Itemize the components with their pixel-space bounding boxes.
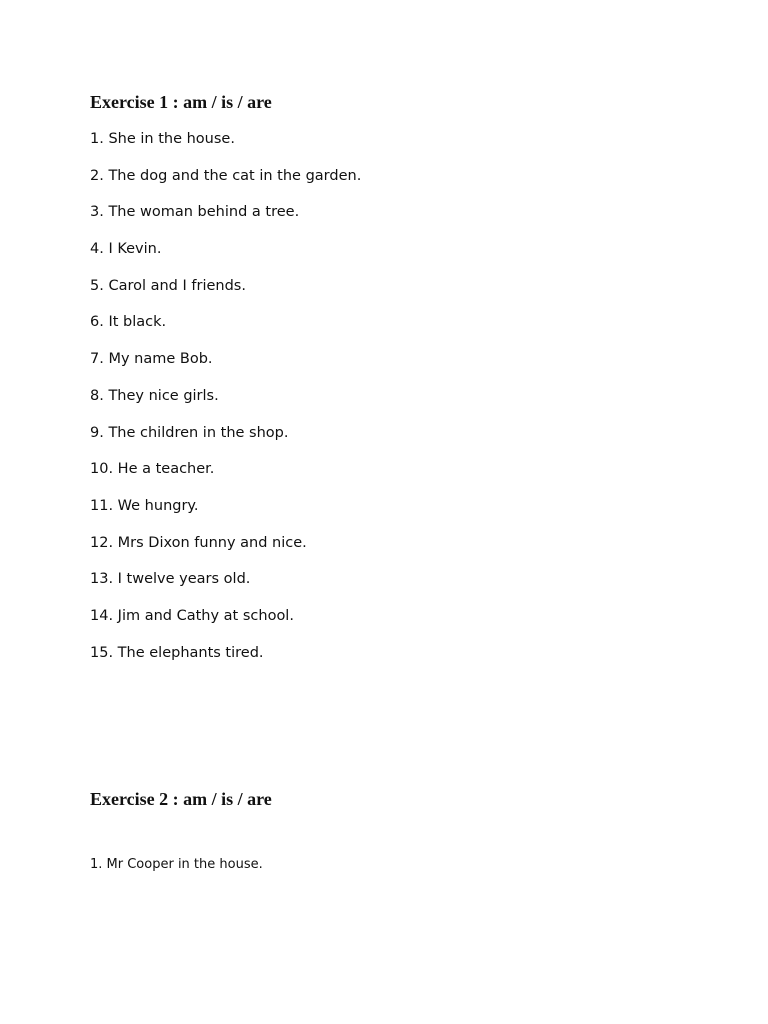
exercise-item: 7. My name Bob. — [90, 351, 213, 368]
exercise-item: 14. Jim and Cathy at school. — [90, 607, 294, 624]
exercise-item: 1. She in the house. — [90, 131, 235, 147]
exercise-item: 15. The elephants tired. — [90, 644, 264, 661]
exercise-item: 5. Carol and I friends. — [90, 277, 246, 294]
exercise-2-title: Exercise 2 : am / is / are — [90, 789, 272, 809]
exercise-item: 10. He a teacher. — [90, 461, 215, 478]
exercise-item: 2. The dog and the cat in the garden. — [90, 167, 362, 184]
exercise-item: 4. I Kevin. — [90, 241, 162, 258]
exercise-2-list — [90, 856, 263, 874]
exercise-item: 1. Mr Cooper in the house. — [90, 857, 263, 872]
exercise-item: 6. It black. — [90, 314, 167, 331]
exercise-item: 12. Mrs Dixon funny and nice. — [90, 534, 307, 551]
exercise-1-title: Exercise 1 : am / is / are — [90, 92, 272, 112]
exercise-item: 11. We hungry. — [90, 497, 199, 514]
exercise-item: 9. The children in the shop. — [90, 424, 289, 441]
exercise-item: 3. The woman behind a tree. — [90, 204, 300, 221]
exercise-1-list — [90, 128, 361, 678]
exercise-item: 13. I twelve years old. — [90, 571, 251, 588]
exercise-item: 8. They nice girls. — [90, 387, 219, 404]
